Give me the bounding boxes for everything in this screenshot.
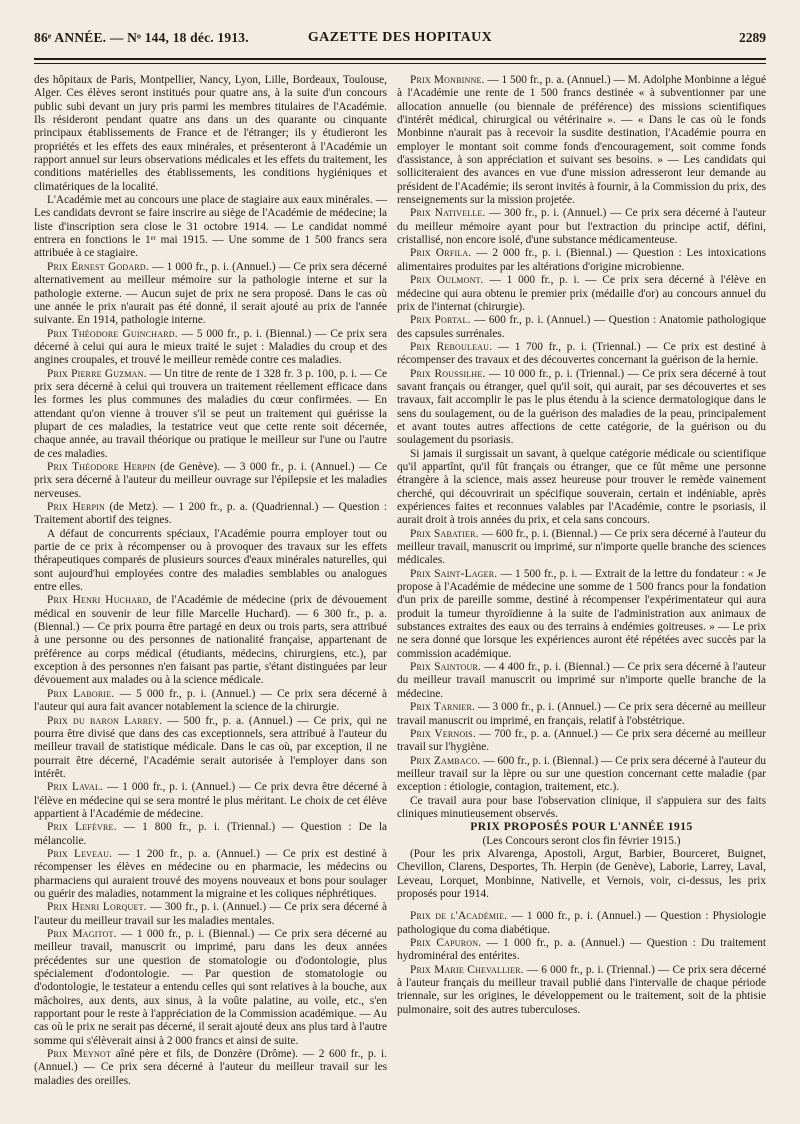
- prize-text: — 1 000 fr., p. i. — Ce prix sera décerné à l'élève en médecine qui aura obtenu le premier prix (médaille d'or) au concours annuel du prix de l'internat (chirurgie).: [397, 274, 767, 313]
- prize-paragraph: [34, 528, 387, 595]
- section-subtitle: (Les Concours seront clos fin février 1915.): [482, 834, 681, 847]
- prize-text: — 600 fr., p. i. (Annuel.) — Question : Anatomie pathologique des capsules surrénales.: [397, 314, 766, 340]
- header-rule-thin: [34, 63, 766, 64]
- prize-text: — 1 500 fr., p. a. (Annuel.) — M. Adolphe Monbinne a légué à l'Académie une rente de 1 500 francs destinée « à subventionner par une allocation annuelle (ou biennale de préférence) des missions scientifiques d'intérêt médical, chirurgical ou vétérinaire ». — « Dans le cas où le fonds Monbinne n'aurait pas à recevoir la susdite destination, l'Académie pourra en employer le montant soit comme fonds d'encouragement, soit comme fonds d'assistance, à son appréciation et suivant ses besoins. » — Les candidats qui solliciteraient des avances en vue d'une mission adresseront leur demande au président de l'Académie; ils seront invités à fournir, à la Commission du prix, des renseignements sur la mission projetée.: [397, 74, 767, 207]
- prize-paragraph: [34, 501, 387, 528]
- prize-name: Prix Vernois.: [410, 727, 476, 740]
- prize-name: Prix du baron Larrey.: [47, 714, 163, 727]
- left-column: [34, 74, 387, 1088]
- prize-text: A défaut de concurrents spéciaux, l'Académie pourra employer tout ou partie de ce prix à récompenser ou à provoquer des travaux sur les effets thérapeutiques comparés de plusieurs sources d'eaux minérales naturelles, qui sont aujourd'hui employées contre des maladies semblables ou analogues entre elles.: [34, 527, 387, 594]
- prize-paragraph: [397, 701, 766, 728]
- prize-paragraph: [34, 461, 387, 501]
- prize-name: Prix Zambaco.: [410, 754, 481, 767]
- prize-text: — 600 fr., p. i. (Biennal.) — Ce prix sera décerné à l'auteur du meilleur travail, manuscrit ou imprimé, sur n'importe quelle branche des sciences médicales.: [397, 527, 766, 567]
- prize-paragraph: [397, 207, 766, 247]
- prize-paragraph: [34, 928, 387, 1048]
- prize-name: Prix Marie Chevallier.: [410, 963, 524, 976]
- prize-name: Prix Portal.: [410, 314, 471, 327]
- prize-name: Prix Rebouleau.: [410, 340, 493, 353]
- prize-paragraph: [397, 964, 766, 1017]
- prize-paragraph: [397, 795, 766, 822]
- prize-name: Prix Pierre Guzman.: [47, 367, 147, 380]
- prize-paragraph: [34, 261, 387, 328]
- prize-paragraph: [397, 341, 766, 368]
- prize-name: Prix de l'Académie.: [410, 910, 508, 923]
- prize-text: — 1 000 fr., p. i. (Annuel.) — Ce prix sera décerné alternativement au meilleur mémoire sur la pathologie interne et sur la pathologie externe. — Aucun sujet de prix ne sera proposé. Dans le cas où une année le prix n'aurait pas été donné, il serait ajouté au prix de l'année suivante. En 1914, pathologie interne.: [34, 260, 387, 327]
- prize-name: Prix Théodore Herpin: [47, 460, 156, 473]
- prize-text: — 1 200 fr., p. a. (Annuel.) — Ce prix est destiné à récompenser les élèves en médecine ou en pharmacie, les médecins ou pharmaciens qui auraient trouvé des moyens nouveaux et bons pour soulager ou guérir des maladies, notamment la migraine et les coliques néphrétiques.: [34, 847, 387, 900]
- prize-name: Prix Théodore Guinchard.: [47, 327, 178, 340]
- prize-text: — 6 000 fr., p. i. (Triennal.) — Ce prix sera décerné à l'auteur français du meilleur travail publié dans l'intervalle de chaque période triennale, sur les origines, le développement ou le traitement, soit de la phtisie pulmonaire, soit des autres tuberculoses.: [397, 963, 766, 1016]
- prize-name: Prix Monbinne.: [410, 74, 485, 86]
- prize-paragraph: [34, 368, 387, 461]
- prize-name: Prix Oulmont.: [410, 274, 484, 287]
- prize-paragraph: [397, 274, 766, 314]
- prize-paragraph: [34, 328, 387, 368]
- page-header: [34, 30, 766, 56]
- prize-paragraph: [397, 314, 766, 341]
- prize-text: — 2 000 fr., p. i. (Biennal.) — Question : Les intoxications alimentaires produites par les altérations d'origine microbienne.: [397, 247, 766, 273]
- prize-text: — 600 fr., p. i. (Biennal.) — Ce prix sera décerné à l'auteur du meilleur travail sur la lèpre ou sur une question concernant cette maladie (par exception : étiologie, contagion, traitement, etc.).: [397, 754, 767, 794]
- prize-paragraph: [34, 901, 387, 928]
- prize-name: Prix Magitot.: [47, 928, 117, 940]
- prize-paragraph: [34, 74, 387, 194]
- prize-name: Prix Laval.: [47, 781, 104, 794]
- prize-paragraph: [34, 688, 387, 715]
- prize-paragraph: [397, 74, 766, 207]
- section-prizes: [397, 910, 766, 1017]
- prize-name: Prix Roussilhe.: [410, 367, 486, 380]
- prize-paragraph: [397, 528, 766, 568]
- prize-text: des hôpitaux de Paris, Montpellier, Nancy, Lyon, Lille, Bordeaux, Toulouse, Alger. Ces élèves seront institués pour quatre ans, à la suite d'un concours public subi devant un jury pris parmi les membres titulaires de l'Académie. Ils résideront pendant quatre ans dans un des quarante ou cinquante principaux établissements de France et de l'étranger; ils y étudieront les propriétés et les effets des eaux minérales, et présenteront à l'Académie un rapport annuel sur leurs observations médicales et les effets du traitement, les conditions matérielles des établissements, les conditions hygiéniques et climatériques de la localité.: [34, 74, 387, 193]
- prize-text: (de Genève). — 3 000 fr., p. i. (Annuel.) — Ce prix sera décerné à l'auteur du meilleur ouvrage sur l'épilepsie et les maladies nerveuses.: [34, 460, 388, 500]
- section-gap: [397, 901, 766, 910]
- prize-name: Prix Saintour.: [410, 661, 482, 674]
- prize-name: Prix Ernest Godard.: [47, 260, 149, 273]
- prize-name: Prix Meynot: [47, 1048, 112, 1061]
- prize-name: Prix Sabatier.: [410, 527, 479, 540]
- prize-name: Prix Capuron.: [410, 937, 482, 949]
- right-column-prizes: [397, 74, 766, 821]
- prize-paragraph: [397, 448, 766, 528]
- prize-text: Ce travail aura pour base l'observation clinique, il s'appuiera sur des faits cliniques minutieusement observés.: [397, 794, 766, 820]
- issue-info: 86ᵉ ANNÉE. — Nᵒ 144, 18 déc. 1913.: [34, 30, 249, 45]
- prize-text: — 1 800 fr., p. i. (Triennal.) — Question : De la mélancolie.: [34, 821, 387, 847]
- section-intro: (Pour les prix Alvarenga, Apostoli, Argut, Barbier, Bourceret, Buignet, Chevillon, Clarens, Desportes, Th. Herpin (de Genève), Laborie, Larrey, Laval, Leveau, Lorquet, Monbinne, Nativelle, et Vernois, voir, ci-dessus, les prix proposés pour 1914.: [397, 847, 766, 900]
- prize-paragraph: [397, 755, 766, 795]
- prize-name: Prix Leveau.: [47, 847, 113, 860]
- prize-paragraph: [34, 594, 387, 687]
- prize-paragraph: [34, 194, 387, 261]
- prize-name: Prix Herpin: [47, 501, 105, 513]
- section-title: PRIX PROPOSÉS POUR L'ANNÉE 1915: [470, 821, 693, 834]
- prize-text: — 1 000 fr., p. i. (Annuel.) — Ce prix devra être décerné à l'élève en médecine qui se sera montré le plus méritant. Le choix de cet élève appartient à l'Académie de médecine.: [34, 781, 388, 820]
- prize-paragraph: [397, 368, 766, 448]
- prize-paragraph: [34, 715, 387, 782]
- prize-text: — Un titre de rente de 1 328 fr. 3 p. 100, p. i. — Ce prix sera décerné à celui qui trouvera un traitement réellement efficace dans les formes les plus communes des maladies du cœur confirmées. — En attendant qu'on vienne à trouver s'il se peut un traitement qui guérisse la plupart de ces maladies, la testatrice veut que cette rente soit décernée, chaque année, au travail théorique ou pratique le meilleur sur l'une ou l'autre de ces maladies.: [34, 367, 387, 460]
- prize-text: — 300 fr., p. i. (Annuel.) — Ce prix sera décerné à l'auteur du meilleur travail sur les maladies mentales.: [34, 901, 388, 927]
- prize-text: de l'Académie de médecine (prix de dévouement médical en souvenir de leur fille Marcelle Huchard). — 6 300 fr., p. a. (Biennal.) — Ce prix pourra être partagé en deux ou trois parts, sera attribué à une personne ou des personnes de nationalité française, appartenant de préférence au corps médical (étudiants, médecins, chirurgiens, etc.), par exception à des personnes n'en faisant pas partie, s'étant distinguées par leur dévouement aux malades ou à la science médicale.: [34, 594, 387, 687]
- prize-paragraph: [34, 781, 387, 821]
- prize-text: — 300 fr., p. i. (Annuel.) — Ce prix sera décerné à l'auteur du meilleur mémoire ayant pour but l'extraction du principe actif, défini, cristallisé, non encore isolé, d'une substance médicamenteuse.: [397, 207, 766, 247]
- prize-text: (de Metz). — 1 200 fr., p. a. (Quadriennal.) — Question : Traitement abortif des teignes.: [34, 501, 387, 527]
- prize-paragraph: [397, 661, 766, 701]
- prize-paragraph: [397, 568, 766, 661]
- right-column: [397, 74, 766, 1017]
- prize-paragraph: [34, 848, 387, 901]
- prize-text: — 700 fr., p. a. (Annuel.) — Ce prix sera décerné au meilleur travail sur l'hygiène.: [397, 727, 767, 754]
- prize-text: — 1 000 fr., p. a. (Annuel.) — Question : Du traitement hydrominéral des entérites.: [397, 937, 767, 963]
- prize-text: — 500 fr., p. a. (Annuel.) — Ce prix, qui ne pourra être divisé que dans des cas exceptionnels, sera attribué à l'auteur du meilleur travail de statistique médicale. Dans le cas où, par exception, il ne pourrait être décerné, l'Académie serait autorisée à l'employer dans son intérêt.: [34, 714, 387, 780]
- prize-text: — 1 700 fr., p. i. (Triennal.) — Ce prix est destiné à récompenser des travaux et des découvertes concernant la guérison de la hernie.: [397, 340, 766, 367]
- prize-name: Prix Orfila.: [410, 247, 472, 260]
- prize-name: Prix Tarnier.: [410, 701, 476, 714]
- prize-paragraph: [397, 247, 766, 274]
- prize-text: — 1 000 fr., p. i. (Biennal.) — Ce prix sera décerné au meilleur travail, manuscrit ou imprimé, paru dans les deux années précédentes sur une question de stomatologie ou d'odontologie, plus spécialement d'odontologie. — Par question de stomatologie ou d'odontologie, le testateur a entendu celles qui sont relatives à la bouche, aux mâchoires, aux dents, aux sinus, à la voûte palatine, au voile, etc., s'en rapportant pour le reste à l'appréciation de la Commission académique. — Au cas où le prix ne serait pas décerné, il serait ajouté deux ans plus tard à l'autre somme qui s'élèverait ainsi à 2 000 francs et ainsi de suite.: [34, 928, 387, 1047]
- prize-name: Prix Nativelle.: [410, 207, 486, 220]
- prize-name: Prix Saint-Lager.: [410, 567, 498, 580]
- prize-text: — 10 000 fr., p. i. (Triennal.) — Ce prix sera décerné à tout savant français ou étranger, quel qu'il soit, qui aurait, par ses découvertes et ses travaux, fait accomplir le pas le plus étendu à la science dermatologique dans le sens du soulagement, ou de la guérison des maladies de la peau, principalement et avant toutes autres affections de cette catégorie, de la guérison ou du soulagement du psoriasis.: [397, 367, 767, 447]
- prize-paragraph: [34, 821, 387, 848]
- page-number: 2289: [739, 30, 766, 45]
- prize-text: aîné père et fils, de Donzère (Drôme). — 2 600 fr., p. i. (Annuel.) — Ce prix sera décerné à l'auteur du meilleur travail sur les maladies des oreilles.: [34, 1048, 387, 1087]
- prize-name: Prix Henri Huchard,: [47, 594, 152, 607]
- prize-name: Prix Lefèvre.: [47, 821, 117, 834]
- prize-text: — 3 000 fr., p. i. (Annuel.) — Ce prix sera décerné au meilleur travail manuscrit ou imprimé, en français, relatif à l'obstétrique.: [397, 701, 766, 727]
- prize-text: L'Académie met au concours une place de stagiaire aux eaux minérales. — Les candidats devront se faire inscrire au siège de l'Académie de médecine; la liste d'inscription sera close le 31 octobre 1914. — Le candidat nommé entrera en fonctions le 1ᵉʳ mai 1915. — Une somme de 1 500 francs sera attribuée à ce stagiaire.: [34, 194, 387, 260]
- header-rule-thick: [34, 58, 766, 60]
- prize-text: — 5 000 fr., p. i. (Biennal.) — Ce prix sera décerné à celui qui aura le mieux traité le sujet : Maladies du croup et des angines croupales, et trouvé le meilleur remède contre ces maladies.: [34, 327, 388, 367]
- prize-paragraph: [397, 728, 766, 755]
- journal-title: GAZETTE DES HOPITAUX: [307, 30, 493, 45]
- prize-text: — 1 000 fr., p. i. (Annuel.) — Question : Physiologie pathologique du coma diabétique.: [397, 910, 766, 936]
- prize-paragraph: [397, 910, 766, 937]
- prize-name: Prix Laborie.: [47, 687, 115, 700]
- prize-text: — 4 400 fr., p. i. (Biennal.) — Ce prix sera décerné à l'auteur du meilleur travail manuscrit ou imprimé sur n'importe quelle branche de la médecine.: [397, 661, 766, 700]
- prize-text: Si jamais il surgissait un savant, à quelque catégorie médicale ou scientifique qu'il appartînt, qu'il fût français ou étranger, que ce fût même une personne étrangère à la science, mais assez heureuse pour trouver le remède vainement cherché, qui découvrirait un spécifique souverain, certain et indéniable, après expériences faites et reconnues valables par l'Académie, contre le psoriasis, il aurait droit à trois années du prix, et cela sans concours.: [397, 447, 766, 527]
- prize-name: Prix Henri Lorquet.: [47, 901, 147, 914]
- prize-paragraph: [397, 937, 766, 964]
- prize-paragraph: [34, 1048, 387, 1088]
- prize-text: — 1 500 fr., p. i. — Extrait de la lettre du fondateur : « Je propose à l'Académie de médecine une somme de 1 500 francs pour la fondation d'un prix de pareille somme, destiné à récompenser l'expérimentateur qui aura produit la tumeur thyroïdienne à la suite de l'administration aux animaux de substances extraites des eaux ou des terrains à endémies goitreuses. » — Le prix ne sera donné que lorsque les expériences auront été répétées avec succès par la commission académique.: [397, 567, 767, 660]
- prize-text: — 5 000 fr., p. i. (Annuel.) — Ce prix sera décerné à l'auteur qui aura fait avancer notablement la science de la chirurgie.: [34, 687, 387, 714]
